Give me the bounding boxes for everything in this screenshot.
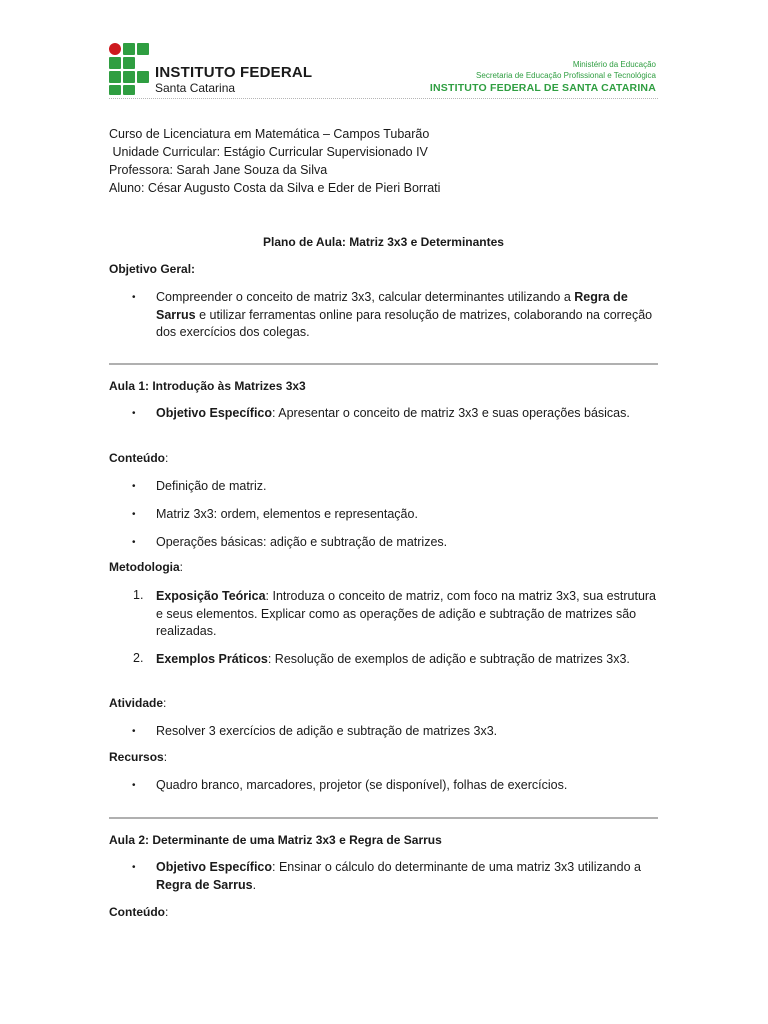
ministry-label: Ministério da Educação — [572, 60, 656, 69]
resources-item: Quadro branco, marcadores, projetor (se disponível), folhas de exercícios. — [156, 778, 568, 792]
content-item: Matriz 3x3: ordem, elementos e representação. — [156, 507, 418, 521]
plan-title: Plano de Aula: Matriz 3x3 e Determinantes — [263, 235, 504, 249]
students-line: Aluno: César Augusto Costa da Silva e Eder de Pieri Borrati — [109, 181, 441, 195]
institute-label: INSTITUTO FEDERAL DE SANTA CATARINA — [429, 82, 656, 94]
method-item: Exemplos Práticos: Resolução de exemplos de adição e subtração de matrizes 3x3. — [156, 652, 630, 666]
general-objective-text: Compreender o conceito de matriz 3x3, calcular determinantes utilizando a Regra de Sarrus e utilizar ferramentas online para resolução de matrizes, colaborando na correção dos exercícios dos colegas. — [156, 290, 653, 339]
lesson2-heading: Aula 2: Determinante de uma Matriz 3x3 e Regra de Sarrus — [109, 833, 442, 847]
lesson1-activity-heading: Atividade: — [109, 696, 167, 710]
content-item: Operações básicas: adição e subtração de matrizes. — [156, 535, 448, 549]
lesson1-resources-heading: Recursos: — [109, 750, 168, 764]
general-objective-heading: Objetivo Geral: — [109, 262, 196, 276]
section-divider — [109, 363, 658, 365]
lesson1-content-heading: Conteúdo: — [109, 451, 169, 465]
secretariat-label: Secretaria de Educação Profissional e Tecnológica — [476, 71, 656, 80]
section-divider — [109, 817, 658, 819]
bullet-icon: • — [132, 780, 136, 791]
list-number: 1. — [133, 588, 144, 602]
bullet-icon: • — [132, 537, 136, 548]
lesson2-objective: Objetivo Específico: Ensinar o cálculo do determinante de uma matriz 3x3 utilizando a Regra de Sarrus. — [156, 860, 641, 892]
unit-line: Unidade Curricular: Estágio Curricular Supervisionado IV — [109, 145, 428, 159]
bullet-icon: • — [132, 292, 136, 303]
bullet-icon: • — [132, 862, 136, 873]
bullet-icon: • — [132, 481, 136, 492]
list-number: 2. — [133, 651, 144, 665]
course-line: Curso de Licenciatura em Matemática – Campos Tubarão — [109, 127, 430, 141]
lesson2-content-heading: Conteúdo: — [109, 905, 169, 919]
header-divider — [109, 98, 658, 99]
activity-item: Resolver 3 exercícios de adição e subtração de matrizes 3x3. — [156, 724, 498, 738]
teacher-line: Professora: Sarah Jane Souza da Silva — [109, 163, 328, 177]
bullet-icon: • — [132, 408, 136, 419]
content-item: Definição de matriz. — [156, 479, 267, 493]
bullet-icon: • — [132, 509, 136, 520]
method-item: Exposição Teórica: Introduza o conceito de matriz, com foco na matriz 3x3, sua estrutura e seus elementos. Explicar como as operações de adição e subtração de matrizes são realizadas. — [156, 589, 657, 638]
logo-subtitle: Santa Catarina — [155, 81, 236, 95]
lesson1-method-heading: Metodologia: — [109, 560, 184, 574]
bullet-icon: • — [132, 726, 136, 737]
ifsc-logo-icon — [109, 43, 149, 95]
lesson1-heading: Aula 1: Introdução às Matrizes 3x3 — [109, 379, 306, 393]
lesson1-objective: Objetivo Específico: Apresentar o conceito de matriz 3x3 e suas operações básicas. — [156, 406, 630, 420]
logo-title: INSTITUTO FEDERAL — [155, 64, 313, 81]
